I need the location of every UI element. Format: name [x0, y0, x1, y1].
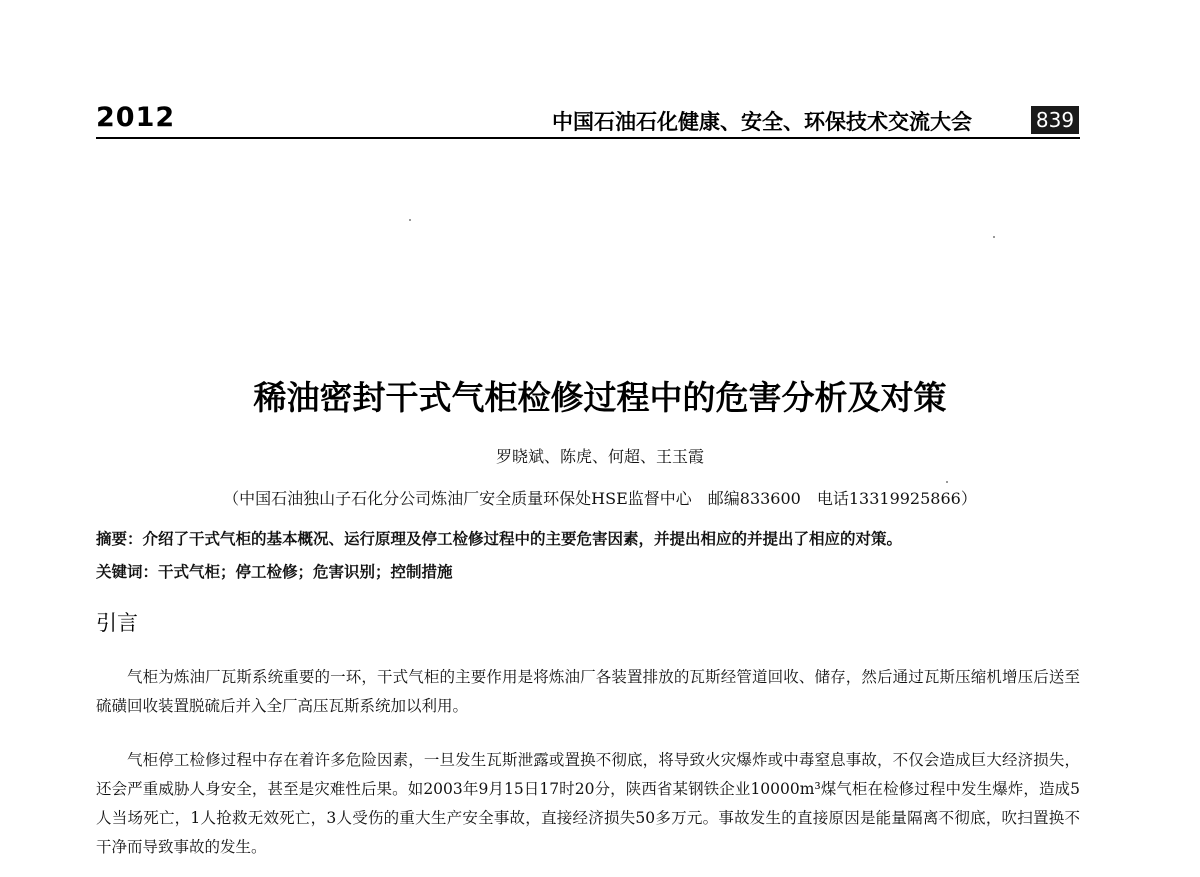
scan-speck [409, 219, 411, 221]
section-heading: 引言 [96, 611, 138, 635]
body-paragraph: 气柜停工检修过程中存在着许多危险因素，一旦发生瓦斯泄露或置换不彻底，将导致火灾爆炸或中毒窒息事故，不仅会造成巨大经济损失，还会严重威胁人身安全，甚至是灾难性后果。如2003年9月15日17时20分，陕西省某钢铁企业10000m³煤气柜在检修过程中发生爆炸，造成5人当场死亡，1人抢救无效死亡，3人受伤的重大生产安全事故，直接经济损失50多万元。事故发生的直接原因是能量隔离不彻底，吹扫置换不干净而导致事故的发生。 [96, 751, 1080, 856]
scan-speck [993, 236, 995, 238]
paper-authors: 罗晓斌、陈虎、何超、王玉霞 [495, 447, 704, 466]
page-number: 839 [1031, 106, 1079, 134]
header-year: 2012 [96, 102, 176, 133]
keywords: 关键词：干式气柜；停工检修；危害识别；控制措施 [96, 563, 453, 581]
paper-affiliation: （中国石油独山子石化分公司炼油厂安全质量环保处HSE监督中心 邮编833600 电话13319925866） [223, 489, 977, 508]
conference-name: 中国石油石化健康、安全、环保技术交流大会 [552, 110, 972, 134]
scan-speck [946, 481, 948, 483]
abstract: 摘要：介绍了干式气柜的基本概况、运行原理及停工检修过程中的主要危害因素，并提出相应的并提出了相应的对策。 [96, 530, 903, 548]
paper-title: 稀油密封干式气柜检修过程中的危害分析及对策 [253, 378, 947, 417]
header-rule [96, 137, 1080, 139]
body-paragraph: 气柜为炼油厂瓦斯系统重要的一环，干式气柜的主要作用是将炼油厂各装置排放的瓦斯经管道回收、储存，然后通过瓦斯压缩机增压后送至硫磺回收装置脱硫后并入全厂高压瓦斯系统加以利用。 [96, 668, 1080, 715]
